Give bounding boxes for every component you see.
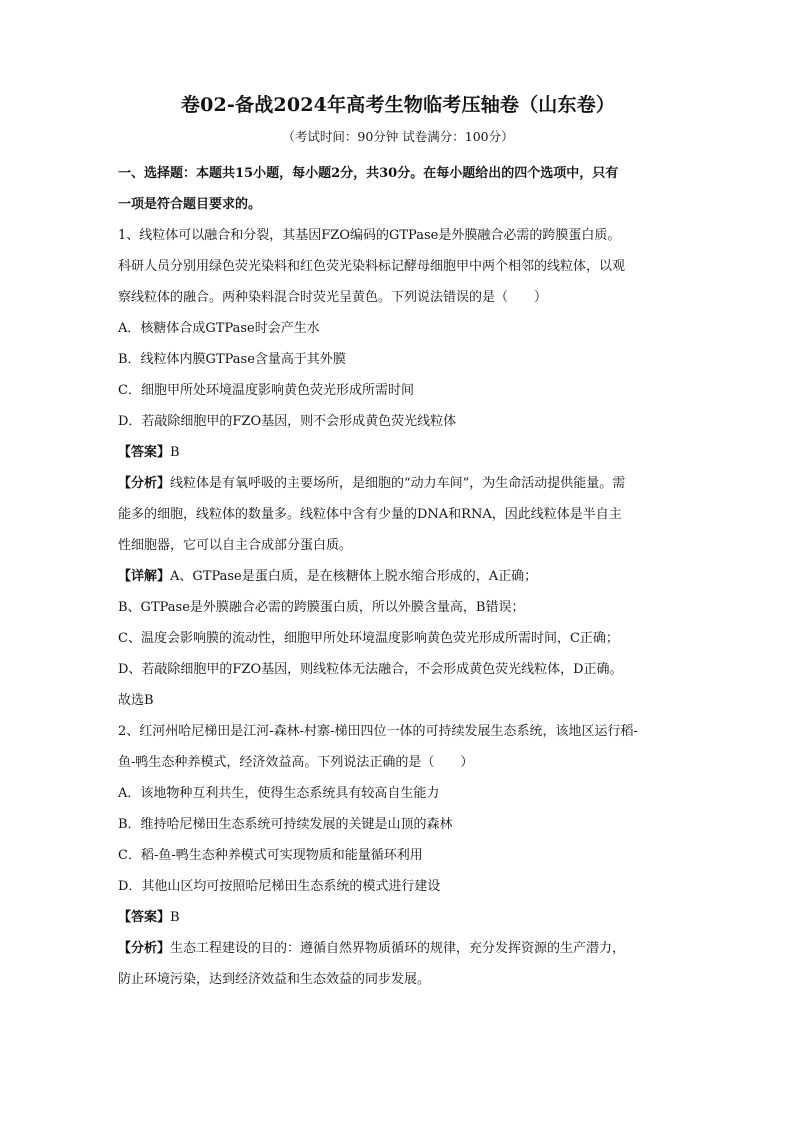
question-2-analysis-line-2: 防止环境污染，达到经济效益和生态效益的同步发展。 bbox=[118, 972, 431, 987]
document-page bbox=[118, 92, 678, 995]
question-2-option-d: D．其他山区均可按照哈尼梯田生态系统的模式进行建设 bbox=[118, 879, 441, 894]
question-1-detail-line-1 bbox=[118, 561, 678, 592]
section-instruction-line-1: 一、选择题：本题共15小题，每小题2分，共30分。在每小题给出的四个选项中，只有 bbox=[118, 166, 619, 181]
question-1-answer bbox=[118, 437, 678, 468]
question-2 bbox=[118, 716, 678, 995]
question-1-analysis-line-1 bbox=[118, 468, 678, 499]
answer-tag: 【答案】 bbox=[118, 910, 171, 925]
answer-tag: 【答案】 bbox=[118, 445, 171, 460]
question-1-analysis-line-2: 能多的细胞，线粒体的数量多。线粒体中含有少量的DNA和RNA，因此线粒体是半自主 bbox=[118, 507, 622, 522]
question-1-detail-line-4: D、若敲除细胞甲的FZO基因，则线粒体无法融合，不会形成黄色荧光线粒体，D正确。 bbox=[118, 662, 623, 677]
analysis-tag: 【分析】 bbox=[118, 476, 171, 491]
answer-value: B bbox=[170, 910, 180, 925]
analysis-text: 生态工程建设的目的：遵循自然界物质循环的规律，充分发挥资源的生产潜力， bbox=[170, 941, 626, 956]
question-2-answer bbox=[118, 902, 678, 933]
question-1-analysis-line-3: 性细胞器，它可以自主合成部分蛋白质。 bbox=[118, 538, 353, 553]
question-2-analysis-line-1 bbox=[118, 933, 678, 964]
detail-tag: 【详解】 bbox=[118, 569, 171, 584]
question-2-stem-line-2: 鱼-鸭生态种养模式，经济效益高。下列说法正确的是（ ） bbox=[118, 755, 474, 770]
question-1-conclusion: 故选B bbox=[118, 693, 154, 708]
question-1 bbox=[118, 220, 678, 716]
question-1-option-d: D．若敲除细胞甲的FZO基因，则不会形成黄色荧光线粒体 bbox=[118, 414, 457, 429]
question-1-stem-line-3: 察线粒体的融合。两种染料混合时荧光呈黄色。下列说法错误的是（ ） bbox=[118, 290, 548, 305]
question-1-option-b: B．线粒体内膜GTPase含量高于其外膜 bbox=[118, 352, 346, 367]
answer-value: B bbox=[170, 445, 180, 460]
analysis-text: 线粒体是有氧呼吸的主要场所，是细胞的“动力车间”，为生命活动提供能量。需 bbox=[170, 476, 626, 491]
question-2-stem-line-1: 2、红河州哈尼梯田是江河-森林-村寨-梯田四位一体的可持续发展生态系统，该地区运行稻- bbox=[118, 724, 638, 739]
question-2-option-b: B．维持哈尼梯田生态系统可持续发展的关键是山顶的森林 bbox=[118, 817, 453, 832]
question-1-option-c: C．细胞甲所处环境温度影响黄色荧光形成所需时间 bbox=[118, 383, 414, 398]
question-2-option-a: A．该地物种互利共生，使得生态系统具有较高自生能力 bbox=[118, 786, 440, 801]
question-1-detail-line-3: C、温度会影响膜的流动性，细胞甲所处环境温度影响黄色荧光形成所需时间，C正确； bbox=[118, 631, 619, 646]
question-1-detail-line-2: B、GTPase是外膜融合必需的跨膜蛋白质，所以外膜含量高，B错误； bbox=[118, 600, 525, 615]
section-instruction-line-2: 一项是符合题目要求的。 bbox=[118, 197, 262, 212]
question-1-stem-line-2: 科研人员分别用绿色荧光染料和红色荧光染料标记酵母细胞甲中两个相邻的线粒体，以观 bbox=[118, 259, 626, 274]
page-title: 卷02-备战2024年高考生物临考压轴卷（山东卷） bbox=[180, 94, 616, 116]
question-1-option-a: A．核糖体合成GTPase时会产生水 bbox=[118, 321, 320, 336]
analysis-tag: 【分析】 bbox=[118, 941, 171, 956]
exam-info: （考试时间：90分钟 试卷满分：100分） bbox=[282, 129, 514, 144]
detail-text: A、GTPase是蛋白质，是在核糖体上脱水缩合形成的，A正确； bbox=[170, 569, 538, 584]
question-2-option-c: C．稻-鱼-鸭生态种养模式可实现物质和能量循环利用 bbox=[118, 848, 423, 863]
question-1-stem-line-1: 1、线粒体可以融合和分裂，其基因FZO编码的GTPase是外膜融合必需的跨膜蛋白质。 bbox=[118, 228, 621, 243]
